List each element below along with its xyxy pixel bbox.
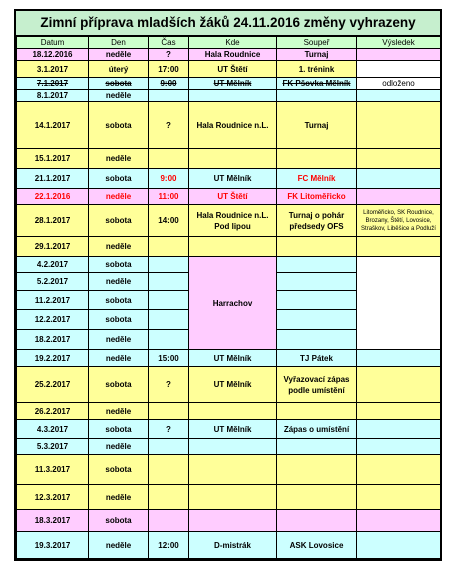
header-cas: Čas	[149, 37, 189, 49]
table-row	[17, 189, 441, 205]
date-cell: 14.1.2017	[17, 102, 89, 149]
day-cell: neděle	[89, 237, 149, 257]
place-cell	[189, 403, 277, 420]
day-cell: sobota	[89, 367, 149, 403]
opponent-cell	[277, 485, 357, 510]
opponent-cell: Turnaj	[277, 49, 357, 61]
time-cell	[149, 291, 189, 310]
opponent-cell: TJ Pátek	[277, 350, 357, 367]
place-cell: D-mistrák	[189, 532, 277, 559]
header-souper: Soupeř	[277, 37, 357, 49]
schedule-sheet	[14, 9, 442, 561]
result-cell	[357, 169, 441, 189]
day-cell: sobota	[89, 291, 149, 310]
date-cell: 4.2.2017	[17, 257, 89, 273]
place-cell	[189, 237, 277, 257]
result-cell	[357, 61, 441, 78]
date-cell: 4.3.2017	[17, 420, 89, 439]
time-cell	[149, 455, 189, 485]
table-row	[17, 90, 441, 102]
opponent-cell: Turnaj	[277, 102, 357, 149]
day-cell: neděle	[89, 189, 149, 205]
table-row	[17, 510, 441, 532]
header-vysledek: Výsledek	[357, 37, 441, 49]
place-cell: UT Mělník	[189, 367, 277, 403]
date-cell: 5.3.2017	[17, 439, 89, 455]
day-cell: sobota	[89, 257, 149, 273]
date-cell: 22.1.2016	[17, 189, 89, 205]
time-cell: 9:00	[149, 169, 189, 189]
result-cell	[357, 350, 441, 367]
place-cell: UT Štětí	[189, 61, 277, 78]
result-cell	[357, 485, 441, 510]
day-cell: neděle	[89, 485, 149, 510]
table-row	[17, 61, 441, 78]
date-cell: 29.1.2017	[17, 237, 89, 257]
day-cell: sobota	[89, 420, 149, 439]
time-cell: 9:00	[149, 78, 189, 90]
table-row	[17, 532, 441, 559]
result-cell	[277, 330, 357, 350]
sheet-title: Zimní příprava mladších žáků 24.11.2016 změny vyhrazeny	[16, 11, 440, 36]
day-cell: sobota	[89, 455, 149, 485]
result-cell: Litoměřicko, SK Roudnice, Brozany, Štětí, Lovosice, Straškov, Liběšice a Podluží	[357, 205, 441, 237]
time-cell	[149, 330, 189, 350]
time-cell: 11:00	[149, 189, 189, 205]
date-cell: 7.1.2017	[17, 78, 89, 90]
time-cell	[149, 90, 189, 102]
time-cell: 15:00	[149, 350, 189, 367]
result-cell	[357, 149, 441, 169]
time-cell: ?	[149, 367, 189, 403]
opponent-cell: FK Pšovka Mělník	[277, 78, 357, 90]
day-cell: sobota	[89, 510, 149, 532]
day-cell: neděle	[89, 49, 149, 61]
result-cell	[357, 367, 441, 403]
place-cell: Hala Roudnice n.L.	[189, 102, 277, 149]
date-cell: 18.3.2017	[17, 510, 89, 532]
opponent-cell: FC Mělník	[277, 169, 357, 189]
place-cell	[189, 149, 277, 169]
time-cell	[149, 439, 189, 455]
day-cell: sobota	[89, 78, 149, 90]
opponent-cell: Vyřazovací zápas podle umístění	[277, 367, 357, 403]
time-cell	[149, 237, 189, 257]
date-cell: 28.1.2017	[17, 205, 89, 237]
time-cell	[149, 403, 189, 420]
place-cell: UT Mělník	[189, 350, 277, 367]
time-cell	[149, 149, 189, 169]
table-row	[17, 257, 441, 273]
opponent-cell	[277, 237, 357, 257]
table-row	[17, 49, 441, 61]
day-cell: neděle	[89, 149, 149, 169]
day-cell: neděle	[89, 403, 149, 420]
time-cell	[149, 485, 189, 510]
table-row	[17, 78, 441, 90]
place-cell	[189, 439, 277, 455]
time-cell: 14:00	[149, 205, 189, 237]
day-cell: sobota	[89, 169, 149, 189]
date-cell: 26.2.2017	[17, 403, 89, 420]
table-row	[17, 485, 441, 510]
result-cell	[277, 257, 357, 273]
table-row	[17, 149, 441, 169]
table-row	[17, 439, 441, 455]
time-cell: ?	[149, 102, 189, 149]
result-cell	[357, 189, 441, 205]
schedule-table	[16, 36, 441, 559]
table-row	[17, 367, 441, 403]
date-cell: 18.2.2017	[17, 330, 89, 350]
opponent-cell	[277, 510, 357, 532]
table-row	[17, 420, 441, 439]
day-cell: úterý	[89, 61, 149, 78]
result-cell	[357, 403, 441, 420]
table-row	[17, 237, 441, 257]
date-cell: 5.2.2017	[17, 273, 89, 291]
day-cell: neděle	[89, 90, 149, 102]
date-cell: 11.3.2017	[17, 455, 89, 485]
time-cell: 12:00	[149, 532, 189, 559]
table-row	[17, 205, 441, 237]
day-cell: neděle	[89, 350, 149, 367]
table-row	[17, 169, 441, 189]
place-cell: Hala Roudnice	[189, 49, 277, 61]
time-cell: 17:00	[149, 61, 189, 78]
opponent-cell	[277, 455, 357, 485]
place-cell	[189, 510, 277, 532]
date-cell: 12.3.2017	[17, 485, 89, 510]
result-cell	[277, 273, 357, 291]
result-cell	[357, 90, 441, 102]
table-row	[17, 455, 441, 485]
time-cell: ?	[149, 49, 189, 61]
place-cell: UT Mělník	[189, 78, 277, 90]
day-cell: sobota	[89, 205, 149, 237]
result-cell	[357, 49, 441, 61]
day-cell: sobota	[89, 310, 149, 330]
time-cell	[149, 510, 189, 532]
opponent-cell: 1. trénink	[277, 61, 357, 78]
opponent-cell: Zápas o umístění	[277, 420, 357, 439]
opponent-cell	[277, 439, 357, 455]
table-row	[17, 350, 441, 367]
header-den: Den	[89, 37, 149, 49]
day-cell: neděle	[89, 273, 149, 291]
time-cell	[149, 257, 189, 273]
result-cell	[277, 291, 357, 310]
date-cell: 8.1.2017	[17, 90, 89, 102]
time-cell	[149, 273, 189, 291]
result-cell	[357, 102, 441, 149]
date-cell: 15.1.2017	[17, 149, 89, 169]
result-cell	[357, 510, 441, 532]
table-row	[17, 102, 441, 149]
date-cell: 19.2.2017	[17, 350, 89, 367]
result-cell	[357, 532, 441, 559]
table-row	[17, 403, 441, 420]
result-cell	[357, 455, 441, 485]
date-cell: 12.2.2017	[17, 310, 89, 330]
place-cell: UT Mělník	[189, 420, 277, 439]
date-cell: 25.2.2017	[17, 367, 89, 403]
opponent-cell	[277, 403, 357, 420]
opponent-cell	[277, 149, 357, 169]
day-cell: neděle	[89, 532, 149, 559]
header-row	[17, 37, 441, 49]
place-cell	[189, 455, 277, 485]
day-cell: sobota	[89, 102, 149, 149]
opponent-cell	[277, 90, 357, 102]
date-cell: 19.3.2017	[17, 532, 89, 559]
time-cell	[149, 310, 189, 330]
result-cell: odloženo	[357, 78, 441, 90]
date-cell: 18.12.2016	[17, 49, 89, 61]
opponent-cell: FK Litoměřicko	[277, 189, 357, 205]
place-cell	[189, 485, 277, 510]
day-cell: neděle	[89, 330, 149, 350]
place-cell	[189, 90, 277, 102]
place-cell: UT Mělník	[189, 169, 277, 189]
date-cell: 21.1.2017	[17, 169, 89, 189]
opponent-cell: ASK Lovosice	[277, 532, 357, 559]
place-cell: Harrachov	[189, 257, 277, 350]
day-cell: neděle	[89, 439, 149, 455]
opponent-cell: Turnaj o pohár předsedy OFS	[277, 205, 357, 237]
date-cell: 11.2.2017	[17, 291, 89, 310]
time-cell: ?	[149, 420, 189, 439]
result-cell	[277, 310, 357, 330]
date-cell: 3.1.2017	[17, 61, 89, 78]
place-cell: UT Štětí	[189, 189, 277, 205]
place-cell: Hala Roudnice n.L. Pod lipou	[189, 205, 277, 237]
result-cell	[357, 237, 441, 257]
result-cell	[357, 420, 441, 439]
schedule-rows	[17, 49, 441, 559]
header-datum: Datum	[17, 37, 89, 49]
result-cell	[357, 439, 441, 455]
header-kde: Kde	[189, 37, 277, 49]
